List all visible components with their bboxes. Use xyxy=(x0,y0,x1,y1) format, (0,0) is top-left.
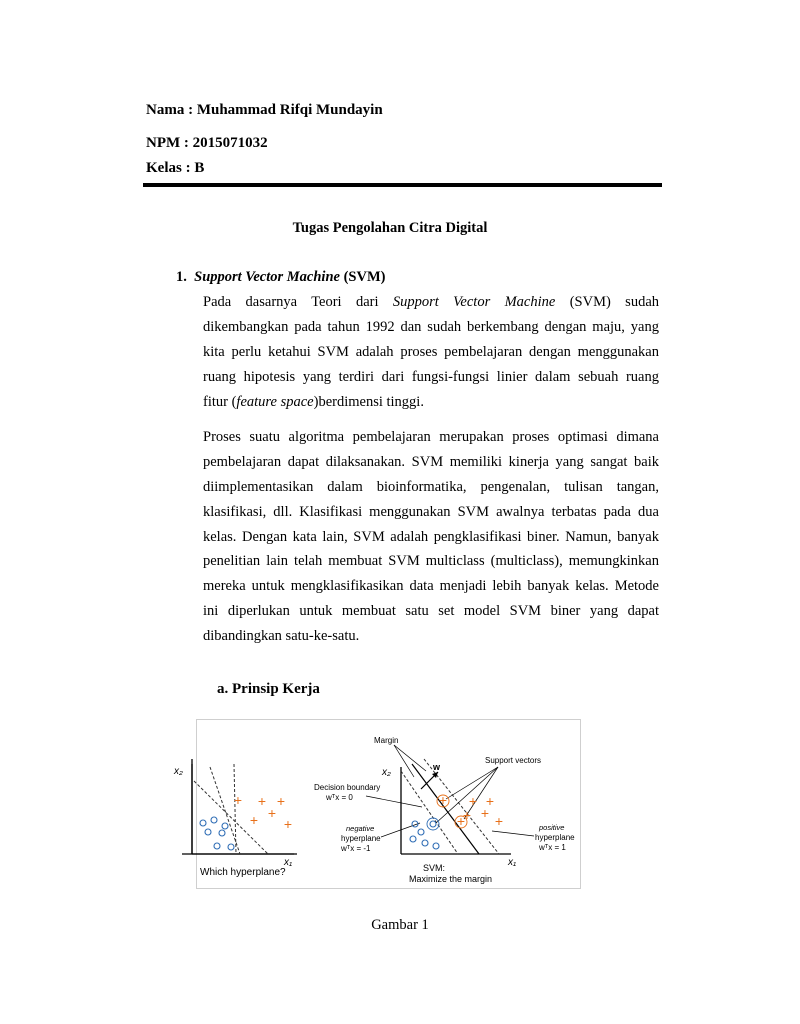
paragraph-1-line xyxy=(203,340,659,365)
paragraph-2-line: klasifikasi, dll. Klasifikasi menggunakan SVM awalnya terbatas pada dua xyxy=(203,503,659,520)
text-run: kita perlu ketahui SVM adalah proses pembelajaran dengan menggunakan xyxy=(203,343,659,360)
support-vector-plus: + xyxy=(438,792,448,808)
section-title-rest: (SVM) xyxy=(339,269,386,285)
plus-point: + xyxy=(233,792,243,808)
left-caption: Which hyperplane? xyxy=(200,867,286,878)
paragraph-1-line xyxy=(203,390,659,415)
left-x1-label: x₁ xyxy=(284,857,293,868)
figure-caption: Gambar 1 xyxy=(371,917,429,933)
student-npm: NPM : 2015071032 xyxy=(146,135,268,151)
support-vector-plus: + xyxy=(456,813,466,829)
plus-point: + xyxy=(480,805,490,821)
maximize-margin-label: Maximize the margin xyxy=(409,874,493,884)
plus-point: + xyxy=(468,793,478,809)
paragraph-1-line xyxy=(203,365,659,390)
paragraph-2-line: Proses suatu algoritma pembelajaran merupakan proses optimasi dimana xyxy=(203,429,659,445)
svm-label: SVM: xyxy=(423,863,446,873)
negative-label: negative xyxy=(346,824,375,833)
paragraph-2-line: ini diperlukan untuk membuat satu set model SVM biner yang dapat xyxy=(203,603,659,620)
plus-point: + xyxy=(267,805,277,821)
subsection-heading: a. Prinsip Kerja xyxy=(217,681,320,697)
student-name: Nama : Muhammad Rifqi Mundayin xyxy=(146,102,383,118)
svm-figure-svg xyxy=(174,719,581,889)
plus-point: + xyxy=(494,813,504,829)
right-x2-label: x₂ xyxy=(382,767,391,778)
paragraph-1 xyxy=(203,290,659,414)
left-x2-label: x₂ xyxy=(174,766,183,777)
positive-hyperplane-eq: wᵀx = 1 xyxy=(539,843,566,852)
italic-run: feature space xyxy=(236,393,314,410)
paragraph-1-line xyxy=(203,290,659,315)
paragraph-2-line: diimplementasikan dalam bioinformatika, pengenalan, tulisan tangan, xyxy=(203,478,659,495)
text-run: (SVM) sudah xyxy=(555,294,660,310)
paragraph-2-line: pembelajaran dapat dilaksanakan. SVM memiliki kinerja yang sangat baik xyxy=(203,453,659,470)
italic-run: Support Vector Machine xyxy=(392,294,556,310)
negative-hyperplane-label: hyperplane xyxy=(341,834,381,843)
paragraph-1-line xyxy=(203,315,659,340)
decision-boundary-eq: wᵀx = 0 xyxy=(326,793,353,802)
paragraph-2-line: penelitian lain telah membuat SVM multiclass (multiclass), memungkinkan xyxy=(203,553,659,570)
text-run: )berdimensi tinggi. xyxy=(313,393,424,410)
w-label: w xyxy=(433,762,441,772)
text-run: dikembangkan pada tahun 1992 dan sudah berkembang dengan maju, yang xyxy=(203,318,659,335)
paragraph-2-line: kelas. Dengan kata lain, SVM adalah pengklasifikasi biner. Namun, banyak xyxy=(203,528,659,545)
plus-point: + xyxy=(283,816,293,832)
student-class: Kelas : B xyxy=(146,160,205,176)
text-run: fitur ( xyxy=(203,393,237,410)
header-divider xyxy=(143,183,662,187)
paragraph-2-line: dibandingkan satu-ke-satu. xyxy=(203,628,360,645)
paragraph-2 xyxy=(203,425,659,649)
plus-point: + xyxy=(462,807,472,823)
margin-label: Margin xyxy=(374,736,399,745)
plus-point: + xyxy=(249,812,259,828)
positive-hyperplane-label: hyperplane xyxy=(535,833,575,842)
right-x1-label: x₁ xyxy=(508,857,517,868)
plus-point: + xyxy=(276,793,286,809)
text-run: Pada dasarnya Teori dari xyxy=(203,294,393,310)
support-vectors-label: Support vectors xyxy=(485,756,542,765)
section-heading xyxy=(176,268,385,286)
negative-hyperplane-eq: wᵀx = -1 xyxy=(341,844,371,853)
section-number: 1. xyxy=(176,269,187,285)
document-title: Tugas Pengolahan Citra Digital xyxy=(292,220,488,236)
plus-point: + xyxy=(485,793,495,809)
decision-boundary-label: Decision boundary xyxy=(314,783,381,792)
plus-point: + xyxy=(257,793,267,809)
section-title-italic: Support Vector Machine xyxy=(194,269,340,285)
paragraph-2-line: mereka untuk mengklasifikasikan data menjadi lebih banyak kelas. Metode xyxy=(203,578,659,595)
svm-figure xyxy=(174,719,581,889)
positive-label: positive xyxy=(539,823,565,832)
text-run: ruang hipotesis yang terdiri dari fungsi-fungsi linier dalam sebuah ruang xyxy=(203,368,659,385)
